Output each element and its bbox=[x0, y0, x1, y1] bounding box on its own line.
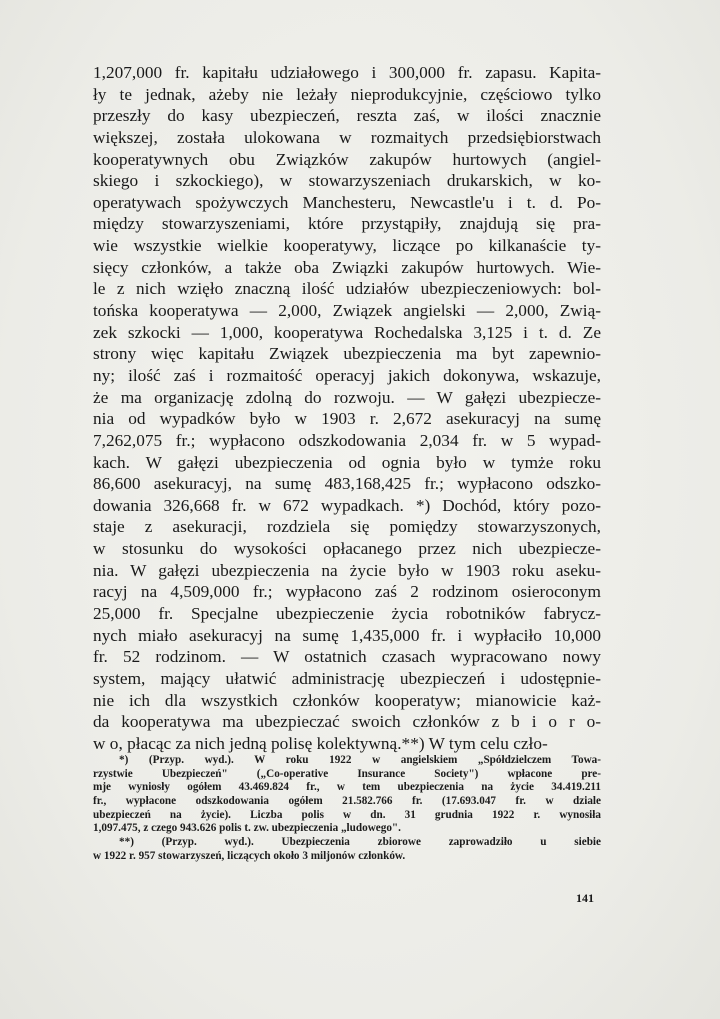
footnote-line: mje wyniosły ogółem 43.469.824 fr., w tem ubezpieczenia na życie 34.419.211 bbox=[93, 781, 601, 794]
text-line: skiego i szkockiego), w stowarzyszeniach drukarskich, w ko- bbox=[93, 171, 601, 191]
text-line: 86,600 asekuracyj, na sumę 483,168,425 fr.; wypłacono odszko- bbox=[93, 474, 601, 494]
text-line: sięcy członków, a także oba Związki zakupów hurtowych. Wie- bbox=[93, 257, 601, 277]
text-line: tońska kooperatywa — 2,000, Związek angielski — 2,000, Zwią- bbox=[93, 301, 601, 321]
text-line: ny; ilość zaś i rozmaitość operacyj jakich dokonywa, wskazuje, bbox=[93, 365, 601, 385]
text-line: fr. 52 rodzinom. — W ostatnich czasach wypracowano nowy bbox=[93, 647, 601, 667]
text-line: system, mający ułatwić administrację ubezpieczeń i udostępnie- bbox=[93, 668, 601, 688]
text-line: dowania 326,668 fr. w 672 wypadkach. *) Dochód, który pozo- bbox=[93, 495, 601, 515]
text-line: w stosunku do wysokości opłacanego przez nich ubezpiecze- bbox=[93, 539, 601, 559]
text-line: zek szkocki — 1,000, kooperatywa Rochedalska 3,125 i t. d. Ze bbox=[93, 322, 601, 342]
text-line: nia. W gałęzi ubezpieczenia na życie było w 1903 roku aseku- bbox=[93, 560, 601, 580]
text-line: da kooperatywa ma ubezpieczać swoich członków z b i o r o- bbox=[93, 712, 601, 732]
footnote-line: 1,097.475, z czego 943.626 polis t. zw. ubezpieczenia „ludowego". bbox=[93, 822, 401, 835]
text-line: wie wszystkie wielkie kooperatywy, liczące po kilkanaście ty- bbox=[93, 236, 601, 256]
text-line: większej, została ulokowana w rozmaitych przedsiębiorstwach bbox=[93, 127, 601, 147]
text-line: że ma organizację zdolną do rozwoju. — W gałęzi ubezpiecze- bbox=[93, 387, 601, 407]
text-line: racyj na 4,509,000 fr.; wypłacono zaś 2 rodzinom osieroconym bbox=[93, 582, 601, 602]
text-line: nych miało asekuracyj na sumę 1,435,000 fr. i wypłaciło 10,000 bbox=[93, 625, 601, 645]
footnote-line: **) (Przyp. wyd.). Ubezpieczenia zbiorowe zaprowadziło u siebie bbox=[119, 836, 601, 849]
text-line: 1,207,000 fr. kapitału udziałowego i 300,000 fr. zapasu. Kapita- bbox=[93, 63, 601, 82]
text-line: strony więc kapitału Związek ubezpieczenia ma byt zapewnio- bbox=[93, 344, 601, 364]
text-line: le z nich wzięło znaczną ilość udziałów ubezpieczeniowych: bol- bbox=[93, 279, 601, 299]
text-line: między stowarzyszeniami, które przystąpiły, znajdują się pra- bbox=[93, 214, 601, 234]
text-line: nie ich dla wszystkich członków kooperatyw; mianowicie każ- bbox=[93, 690, 601, 710]
text-line: nia od wypadków było w 1903 r. 2,672 asekuracyj na sumę bbox=[93, 409, 601, 429]
footnote-line: rzystwie Ubezpieczeń" („Co-operative Insurance Society") wpłacone pre- bbox=[93, 767, 601, 780]
text-line: operatywach spożywczych Manchesteru, Newcastle'u i t. d. Po- bbox=[93, 192, 601, 212]
footnote-line: fr., wypłacone odszkodowania ogółem 21.582.766 fr. (17.693.047 fr. w dziale bbox=[93, 795, 601, 808]
text-line: kooperatywnych obu Związków zakupów hurtowych (angiel- bbox=[93, 149, 601, 169]
footnotes-block bbox=[93, 754, 601, 864]
main-text-block bbox=[93, 62, 601, 755]
text-line: staje z asekuracji, rozdziela się pomiędzy stowarzyszonych, bbox=[93, 517, 601, 537]
text-line: w o, płacąc za nich jedną polisę kolektywną.**) W tym celu czło- bbox=[93, 733, 548, 753]
text-line: 25,000 fr. Specjalne ubezpieczenie życia robotników fabrycz- bbox=[93, 604, 601, 624]
page-number: 141 bbox=[576, 891, 594, 905]
footnote-line: w 1922 r. 957 stowarzyszeń, liczących około 3 miljonów członków. bbox=[93, 849, 406, 862]
text-line: ły te jednak, ażeby nie leżały nieprodukcyjnie, częściowo tylko bbox=[93, 84, 601, 104]
text-line: 7,262,075 fr.; wypłacono odszkodowania 2,034 fr. w 5 wypad- bbox=[93, 430, 601, 450]
footnote-line: *) (Przyp. wyd.). W roku 1922 w angielskiem „Spółdzielczem Towa- bbox=[119, 754, 601, 766]
text-line: kach. W gałęzi ubezpieczenia od ognia było w tymże roku bbox=[93, 452, 601, 472]
footnote-line: ubezpieczeń na życie). Liczba polis w dn. 31 grudnia 1922 r. wynosiła bbox=[93, 808, 601, 821]
text-line: przeszły do kasy ubezpieczeń, reszta zaś, w ilości znacznie bbox=[93, 106, 601, 126]
